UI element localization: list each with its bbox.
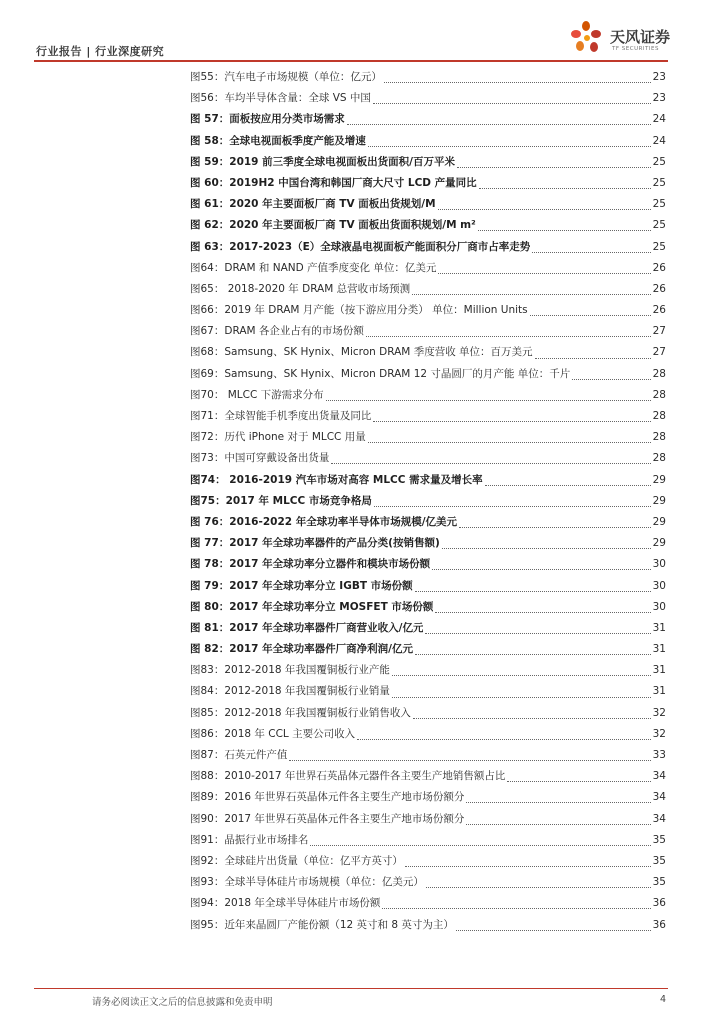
toc-entry-label: 图 81：2017 年全球功率器件厂商营业收入/亿元 bbox=[190, 621, 424, 634]
toc-entry-page: 30 bbox=[652, 558, 666, 571]
toc-entry-label: 图91：晶振行业市场排名 bbox=[190, 833, 309, 846]
toc-entry[interactable] bbox=[190, 300, 666, 321]
dot-leader bbox=[442, 548, 651, 549]
toc-entry-page: 31 bbox=[652, 664, 666, 677]
toc-entry[interactable] bbox=[190, 448, 666, 469]
toc-entry[interactable] bbox=[190, 851, 666, 872]
toc-entry[interactable] bbox=[190, 470, 666, 491]
toc-entry[interactable] bbox=[190, 321, 666, 342]
dot-leader bbox=[432, 569, 650, 570]
toc-entry-page: 26 bbox=[652, 261, 666, 274]
toc-entry[interactable] bbox=[190, 109, 666, 130]
dot-leader bbox=[382, 908, 650, 909]
toc-entry-label: 图 59：2019 前三季度全球电视面板出货面积/百万平米 bbox=[190, 155, 455, 168]
brand-subtitle: TF SECURITIES bbox=[612, 46, 659, 52]
toc-entry-page: 23 bbox=[652, 92, 666, 105]
toc-entry-page: 25 bbox=[652, 198, 666, 211]
dot-leader bbox=[438, 273, 650, 274]
toc-entry-page: 27 bbox=[652, 325, 666, 338]
toc-entry-label: 图86：2018 年 CCL 主要公司收入 bbox=[190, 727, 356, 740]
toc-entry-label: 图65： 2018-2020 年 DRAM 总营收市场预测 bbox=[190, 282, 411, 295]
header-divider bbox=[34, 60, 668, 62]
dot-leader bbox=[413, 718, 651, 719]
toc-entry-label: 图 76：2016-2022 年全球功率半导体市场规模/亿美元 bbox=[190, 515, 458, 528]
toc-entry-page: 31 bbox=[652, 685, 666, 698]
toc-entry[interactable] bbox=[190, 491, 666, 512]
toc-entry[interactable] bbox=[190, 342, 666, 363]
dot-leader bbox=[368, 146, 651, 147]
dot-leader bbox=[357, 739, 651, 740]
toc-entry-label: 图74： 2016-2019 汽车市场对高容 MLCC 需求量及增长率 bbox=[190, 473, 483, 486]
dot-leader bbox=[412, 294, 650, 295]
toc-entry[interactable] bbox=[190, 258, 666, 279]
dot-leader bbox=[415, 654, 651, 655]
toc-entry-label: 图83：2012-2018 年我国覆铜板行业产能 bbox=[190, 664, 390, 677]
toc-entry[interactable] bbox=[190, 427, 666, 448]
toc-entry-label: 图 60：2019H2 中国台湾和韩国厂商大尺寸 LCD 产量同比 bbox=[190, 176, 477, 189]
toc-entry[interactable] bbox=[190, 724, 666, 745]
dot-leader bbox=[485, 485, 651, 486]
footer-divider bbox=[34, 988, 668, 989]
toc-entry-page: 30 bbox=[652, 600, 666, 613]
toc-entry-label: 图93：全球半导体硅片市场规模（单位：亿美元） bbox=[190, 876, 424, 889]
toc-entry-page: 25 bbox=[652, 155, 666, 168]
toc-entry-label: 图56：车均半导体含量：全球 VS 中国 bbox=[190, 92, 371, 105]
toc-entry-label: 图 80：2017 年全球功率分立 MOSFET 市场份额 bbox=[190, 600, 434, 613]
toc-entry-page: 34 bbox=[652, 770, 666, 783]
toc-entry[interactable] bbox=[190, 194, 666, 215]
toc-entry-page: 28 bbox=[652, 410, 666, 422]
dot-leader bbox=[426, 887, 651, 888]
toc-entry-label: 图95：近年来晶圆厂产能份额（12 英寸和 8 英寸为主） bbox=[190, 918, 454, 931]
toc-entry-label: 图87：石英元件产值 bbox=[190, 749, 288, 761]
dot-leader bbox=[326, 400, 651, 401]
toc-entry-page: 24 bbox=[652, 134, 666, 147]
dot-leader bbox=[435, 612, 650, 613]
toc-entry-label: 图85：2012-2018 年我国覆铜板行业销售收入 bbox=[190, 706, 411, 719]
toc-entry[interactable] bbox=[190, 215, 666, 236]
toc-entry-label: 图 61：2020 年主要面板厂商 TV 面板出货规划/M bbox=[190, 198, 436, 211]
toc-entry-label: 图94：2018 年全球半导体硅片市场份额 bbox=[190, 897, 381, 910]
dot-leader bbox=[373, 421, 650, 422]
toc-entry[interactable] bbox=[190, 597, 666, 618]
toc-entry-page: 28 bbox=[652, 367, 666, 380]
dot-leader bbox=[415, 591, 651, 592]
toc-entry-page: 25 bbox=[652, 219, 666, 232]
toc-entry-label: 图89：2016 年世界石英晶体元件各主要生产地市场份额分 bbox=[190, 791, 465, 804]
dot-leader bbox=[532, 252, 650, 253]
flower-logo-icon bbox=[566, 20, 610, 60]
toc-entry-page: 26 bbox=[652, 304, 666, 317]
page-header bbox=[0, 0, 724, 62]
toc-entry-label: 图66：2019 年 DRAM 月产能（按下游应用分类） 单位：Million Units bbox=[190, 304, 528, 317]
toc-entry-label: 图 79：2017 年全球功率分立 IGBT 市场份额 bbox=[190, 579, 413, 592]
toc-entry-label: 图71：全球智能手机季度出货量及同比 bbox=[190, 410, 372, 422]
footer-disclaimer: 请务必阅读正文之后的信息披露和免责申明 bbox=[92, 997, 273, 1008]
dot-leader bbox=[392, 697, 651, 698]
toc-entry-label: 图69：Samsung、SK Hynix、Micron DRAM 12 寸晶圆厂的月产能 单位：千片 bbox=[190, 367, 571, 380]
toc-entry-page: 28 bbox=[652, 388, 666, 401]
toc-entry[interactable] bbox=[190, 639, 666, 660]
toc-entry[interactable] bbox=[190, 618, 666, 639]
toc-entry[interactable] bbox=[190, 766, 666, 787]
toc-entry-label: 图70： MLCC 下游需求分布 bbox=[190, 388, 324, 401]
toc-entry-page: 36 bbox=[652, 918, 666, 931]
toc-entry-label: 图 77：2017 年全球功率器件的产品分类(按销售额) bbox=[190, 537, 440, 550]
dot-leader bbox=[507, 781, 650, 782]
toc-entry-label: 图 62：2020 年主要面板厂商 TV 面板出货面积规划/M m² bbox=[190, 219, 476, 232]
toc-entry-label: 图90：2017 年世界石英晶体元件各主要生产地市场份额分 bbox=[190, 812, 465, 825]
toc-entry-page: 35 bbox=[652, 876, 666, 889]
dot-leader bbox=[392, 675, 651, 676]
dot-leader bbox=[466, 824, 650, 825]
toc-entry[interactable] bbox=[190, 512, 666, 533]
toc-entry[interactable] bbox=[190, 88, 666, 109]
toc-entry[interactable] bbox=[190, 554, 666, 575]
dot-leader bbox=[535, 358, 651, 359]
dot-leader bbox=[479, 188, 651, 189]
page-number: 4 bbox=[659, 994, 666, 1005]
report-category: 行业报告 | 行业深度研究 bbox=[36, 45, 165, 58]
toc-entry-label: 图 63：2017-2023（E）全球液晶电视面板产能面积分厂商市占率走势 bbox=[190, 240, 531, 253]
dot-leader bbox=[368, 442, 651, 443]
toc-entry-page: 28 bbox=[652, 431, 666, 444]
dot-leader bbox=[456, 930, 651, 931]
toc-entry-label: 图75：2017 年 MLCC 市场竞争格局 bbox=[190, 494, 372, 507]
dot-leader bbox=[572, 379, 650, 380]
dot-leader bbox=[459, 527, 651, 528]
toc-entry-label: 图64：DRAM 和 NAND 产值季度变化 单位：亿美元 bbox=[190, 261, 437, 274]
toc-entry[interactable] bbox=[190, 745, 666, 766]
toc-entry-label: 图 78：2017 年全球功率分立器件和模块市场份额 bbox=[190, 558, 431, 571]
dot-leader bbox=[310, 845, 650, 846]
toc-entry[interactable] bbox=[190, 872, 666, 893]
dot-leader bbox=[373, 103, 651, 104]
toc-entry-page: 31 bbox=[652, 643, 666, 656]
toc-entry-page: 29 bbox=[652, 537, 666, 550]
toc-entry[interactable] bbox=[190, 703, 666, 724]
toc-entry[interactable] bbox=[190, 915, 666, 936]
dot-leader bbox=[438, 209, 651, 210]
tf-securities-logo bbox=[566, 20, 686, 60]
toc-entry[interactable] bbox=[190, 131, 666, 152]
toc-entry-page: 29 bbox=[652, 473, 666, 486]
toc-entry-label: 图 57：面板按应用分类市场需求 bbox=[190, 113, 345, 126]
toc-entry-page: 30 bbox=[652, 579, 666, 592]
toc-entry-label: 图68：Samsung、SK Hynix、Micron DRAM 季度营收 单位：百万美元 bbox=[190, 346, 533, 359]
toc-entry[interactable] bbox=[190, 787, 666, 808]
toc-entry-label: 图55：汽车电子市场规模（单位：亿元） bbox=[190, 71, 382, 83]
toc-entry[interactable] bbox=[190, 364, 666, 385]
dot-leader bbox=[466, 802, 650, 803]
toc-entry[interactable] bbox=[190, 279, 666, 300]
dot-leader bbox=[384, 82, 651, 83]
dot-leader bbox=[374, 506, 651, 507]
dot-leader bbox=[347, 124, 651, 125]
dot-leader bbox=[478, 230, 651, 231]
toc-entry[interactable] bbox=[190, 830, 666, 851]
toc-entry-label: 图84：2012-2018 年我国覆铜板行业销量 bbox=[190, 685, 390, 698]
toc-entry-label: 图 58：全球电视面板季度产能及增速 bbox=[190, 134, 366, 147]
toc-entry[interactable] bbox=[190, 173, 666, 194]
toc-entry[interactable] bbox=[190, 809, 666, 830]
toc-entry-page: 32 bbox=[652, 706, 666, 719]
toc-entry[interactable] bbox=[190, 681, 666, 702]
toc-entry-label: 图73：中国可穿戴设备出货量 bbox=[190, 452, 330, 465]
toc-entry-page: 31 bbox=[652, 621, 666, 634]
toc-entry-label: 图92：全球硅片出货量（单位：亿平方英寸） bbox=[190, 854, 403, 867]
toc-entry[interactable] bbox=[190, 660, 666, 681]
toc-entry[interactable] bbox=[190, 385, 666, 406]
toc-entry-page: 25 bbox=[652, 176, 666, 189]
dot-leader bbox=[366, 336, 651, 337]
toc-entry[interactable] bbox=[190, 576, 666, 597]
toc-entry[interactable] bbox=[190, 406, 666, 427]
toc-entry-page: 26 bbox=[652, 282, 666, 295]
toc-entry-label: 图67：DRAM 各企业占有的市场份额 bbox=[190, 325, 364, 338]
toc-entry-page: 35 bbox=[652, 854, 666, 867]
toc-entry-page: 28 bbox=[652, 452, 666, 465]
toc-entry-page: 34 bbox=[652, 812, 666, 825]
toc-entry[interactable] bbox=[190, 67, 666, 88]
toc-entry[interactable] bbox=[190, 533, 666, 554]
dot-leader bbox=[331, 463, 650, 464]
dot-leader bbox=[425, 633, 650, 634]
dot-leader bbox=[530, 315, 651, 316]
toc-entry-label: 图88：2010-2017 年世界石英晶体元器件各主要生产地销售额占比 bbox=[190, 770, 506, 783]
brand-name: 天风证券 bbox=[610, 28, 671, 46]
toc-entry-page: 32 bbox=[652, 727, 666, 740]
toc-entry-label: 图 82：2017 年全球功率器件厂商净利润/亿元 bbox=[190, 643, 413, 656]
toc-entry[interactable] bbox=[190, 893, 666, 914]
toc-entry-page: 27 bbox=[652, 346, 666, 359]
toc-entry[interactable] bbox=[190, 237, 666, 258]
dot-leader bbox=[457, 167, 651, 168]
toc-entry-label: 图72：历代 iPhone 对于 MLCC 用量 bbox=[190, 431, 366, 444]
toc-entry-page: 34 bbox=[652, 791, 666, 804]
toc-entry-page: 29 bbox=[652, 515, 666, 528]
toc-entry-page: 35 bbox=[652, 833, 666, 846]
dot-leader bbox=[289, 760, 650, 761]
toc-entry-page: 25 bbox=[652, 240, 666, 253]
toc-entry-page: 33 bbox=[652, 749, 666, 761]
toc-entry-page: 24 bbox=[652, 113, 666, 126]
toc-entry-page: 23 bbox=[652, 71, 666, 83]
toc-entry[interactable] bbox=[190, 152, 666, 173]
dot-leader bbox=[405, 866, 651, 867]
toc-entry-page: 36 bbox=[652, 897, 666, 910]
toc-entry-page: 29 bbox=[652, 494, 666, 507]
figure-index-list bbox=[190, 67, 666, 936]
